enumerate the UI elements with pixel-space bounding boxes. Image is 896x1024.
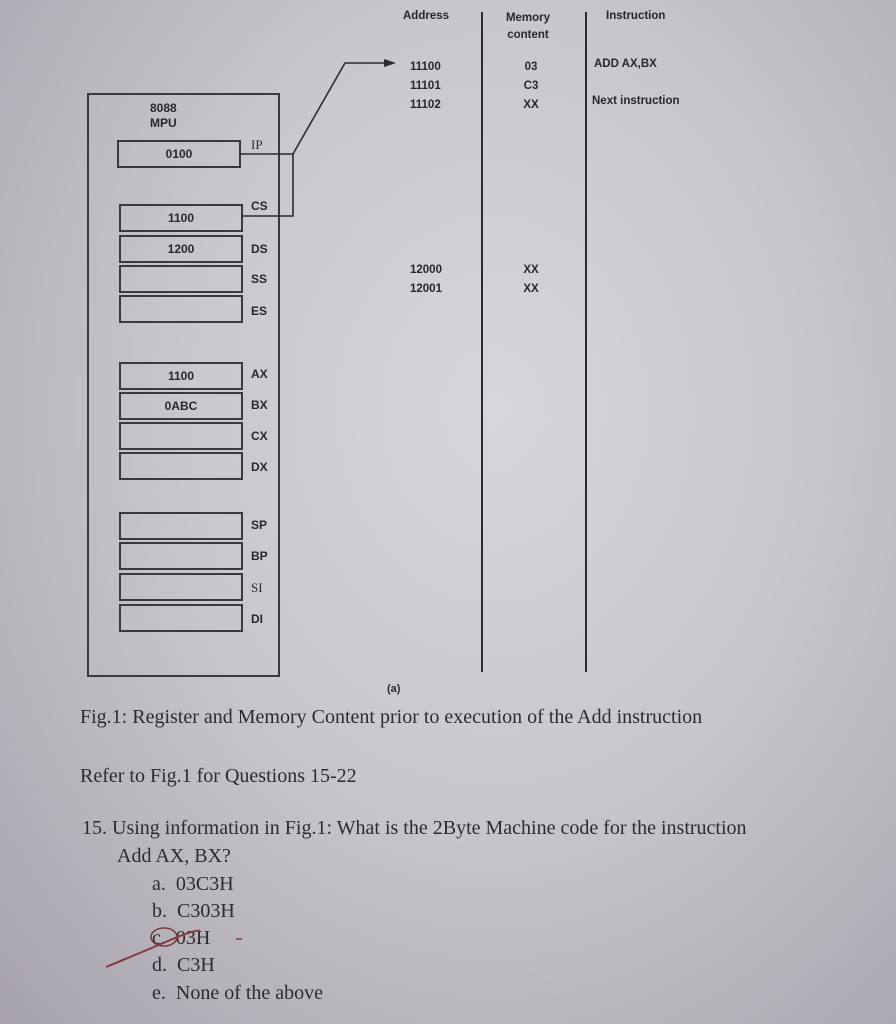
option-letter: c. (152, 927, 166, 949)
instruction-next: Next instruction (592, 95, 680, 107)
option-letter: e. (152, 982, 166, 1004)
table-row-content: XX (523, 264, 539, 276)
register-ds-label: DS (251, 242, 268, 256)
question-line-1: 15. Using information in Fig.1: What is the 2Byte Machine code for the instruction (82, 817, 747, 839)
pen-stroke (106, 931, 200, 967)
register-si-label: SI (251, 580, 263, 595)
header-instruction: Instruction (606, 10, 666, 22)
refer-text: Refer to Fig.1 for Questions 15-22 (80, 765, 357, 787)
register-bp-label: BP (251, 549, 268, 563)
pen-mark-icon (100, 915, 250, 975)
register-bx-label: BX (251, 398, 268, 412)
table-row-address: 11102 (410, 99, 441, 111)
table-row-address: 12001 (410, 283, 442, 295)
option-text: 03H (175, 927, 211, 949)
register-cs: 1100 (119, 204, 243, 232)
option-e (152, 982, 323, 1005)
figure-tag: (a) (387, 683, 401, 695)
arrow-head-icon (384, 59, 396, 67)
register-sp-label: SP (251, 518, 268, 532)
register-ax: 1100 (119, 362, 243, 390)
mpu-title-mpu: MPU (150, 116, 177, 130)
table-row-address: 11101 (410, 80, 441, 92)
register-cs-label: CS (251, 199, 268, 213)
option-letter: b. (152, 900, 167, 922)
option-text: 03C3H (175, 873, 234, 895)
register-cx-label: CX (251, 429, 268, 443)
register-ax-label: AX (251, 367, 268, 381)
register-es-label: ES (251, 304, 268, 318)
header-memory-content: Memory content (505, 12, 551, 41)
option-letter: a. (152, 873, 166, 895)
option-text: C3H (177, 954, 215, 976)
register-bx: 0ABC (119, 392, 243, 420)
register-ds: 1200 (119, 235, 243, 263)
table-row-address: 12000 (410, 264, 442, 276)
mpu-title-8088: 8088 (150, 101, 177, 115)
option-text: C303H (177, 900, 235, 922)
table-row-content: XX (523, 283, 539, 295)
pointer-line (293, 63, 388, 154)
option-a (152, 873, 234, 896)
header-address: Address (403, 10, 450, 22)
figure-caption: Fig.1: Register and Memory Content prior to execution of the Add instruction (80, 706, 703, 728)
ip-cs-bracket (240, 154, 293, 216)
question-line-2: Add AX, BX? (117, 845, 231, 867)
register-ss-label: SS (251, 272, 268, 286)
table-row-content: 03 (524, 61, 538, 73)
option-text: None of the above (175, 982, 324, 1004)
register-ip: 0100 (117, 140, 241, 168)
table-row-address: 11100 (410, 61, 441, 73)
option-letter: d. (152, 954, 167, 976)
table-row-content: XX (523, 99, 539, 111)
instruction-add: ADD AX,BX (594, 58, 657, 70)
register-dx-label: DX (251, 460, 268, 474)
register-ip-label: IP (251, 137, 263, 152)
table-row-content: C3 (523, 80, 539, 92)
register-di-label: DI (251, 612, 263, 626)
